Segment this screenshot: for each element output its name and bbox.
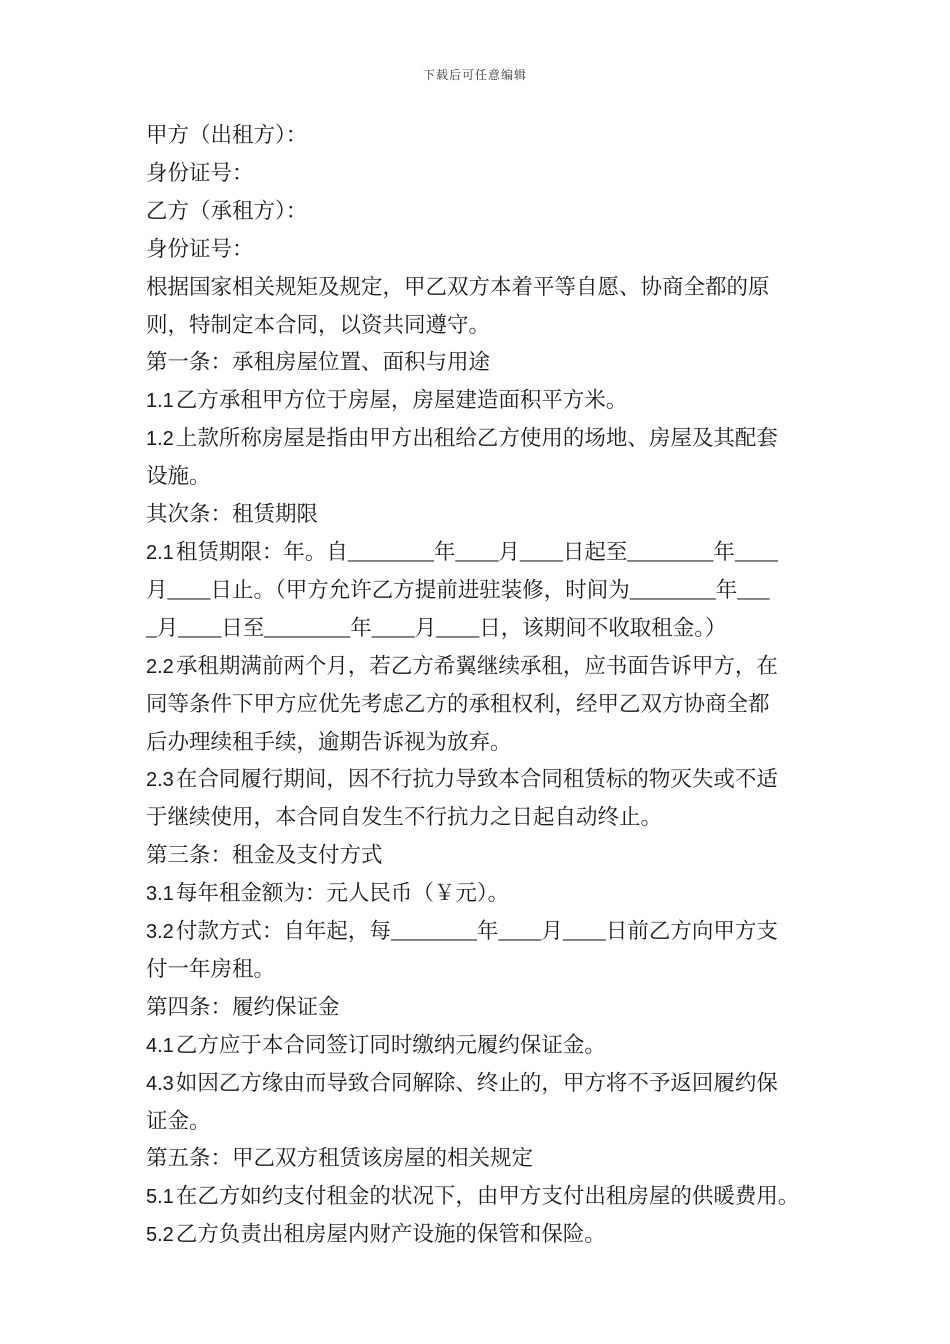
article-1-heading: 第一条：承租房屋位置、面积与用途	[146, 350, 491, 375]
clause-3-2-line-2: 付一年房租。	[146, 956, 276, 981]
clause-2-1-line-2: 月____日止。（甲方允许乙方提前进驻装修，时间为________年___	[146, 577, 770, 602]
clause-1-1: 1.1乙方承租甲方位于房屋，房屋建造面积平方米。	[146, 388, 628, 413]
clause-4-3-line-1: 4.3如因乙方缘由而导致合同解除、终止的，甲方将不予返回履约保	[146, 1070, 778, 1095]
clause-5-1: 5.1在乙方如约支付租金的状况下，由甲方支付出租房屋的供暖费用。	[146, 1184, 800, 1209]
clause-2-3-line-1: 2.3在合同履行期间，因不行抗力导致本合同租赁标的物灭失或不适	[146, 767, 778, 792]
document-body	[146, 117, 814, 1254]
clause-2-2-line-2: 同等条件下甲方应优先考虑乙方的承租权利，经甲乙双方协商全都	[146, 691, 770, 716]
article-3-heading: 第三条：租金及支付方式	[146, 843, 383, 868]
clause-1-2-line-1: 1.2上款所称房屋是指由甲方出租给乙方使用的场地、房屋及其配套	[146, 426, 778, 451]
article-2-heading: 其次条：租赁期限	[146, 502, 319, 527]
party-a-line: 甲方（出租方）：	[146, 123, 308, 147]
party-b-line: 乙方（承租方）：	[146, 198, 308, 223]
clause-5-2: 5.2乙方负责出租房屋内财产设施的保管和保险。	[146, 1222, 606, 1247]
clause-1-2-line-2: 设施。	[146, 464, 211, 489]
clause-2-1-line-1: 2.1租赁期限：年。自________年____月____日起至________年____	[146, 539, 778, 564]
clause-3-1: 3.1每年租金额为：元人民币（￥元）。	[146, 881, 510, 906]
clause-3-2-line-1: 3.2付款方式：自年起，每________年____月____日前乙方向甲方支	[146, 919, 778, 944]
clause-2-2-line-3: 后办理续租手续，逾期告诉视为放弃。	[146, 729, 512, 754]
preamble-line-2: 则，特制定本合同，以资共同遵守。	[146, 312, 491, 337]
page-header: 下载后可任意编辑	[422, 68, 527, 82]
clause-2-3-line-2: 于继续使用，本合同自发生不行抗力之日起自动终止。	[146, 805, 663, 830]
clause-4-3-line-2: 证金。	[146, 1108, 211, 1133]
article-4-heading: 第四条：履约保证金	[146, 994, 340, 1019]
party-b-id-line: 身份证号：	[146, 236, 254, 261]
party-a-id-line: 身份证号：	[146, 160, 254, 185]
article-5-heading: 第五条：甲乙双方租赁该房屋的相关规定	[146, 1146, 534, 1171]
clause-4-1: 4.1乙方应于本合同签订同时缴纳元履约保证金。	[146, 1032, 606, 1057]
preamble-line-1: 根据国家相关规矩及规定，甲乙双方本着平等自愿、协商全都的原	[146, 274, 770, 299]
clause-2-1-line-3: _月____日至________年____月____日，该期间不收取租金。）	[146, 615, 727, 640]
clause-2-2-line-1: 2.2承租期满前两个月，若乙方希翼继续承租，应书面告诉甲方，在	[146, 653, 778, 678]
